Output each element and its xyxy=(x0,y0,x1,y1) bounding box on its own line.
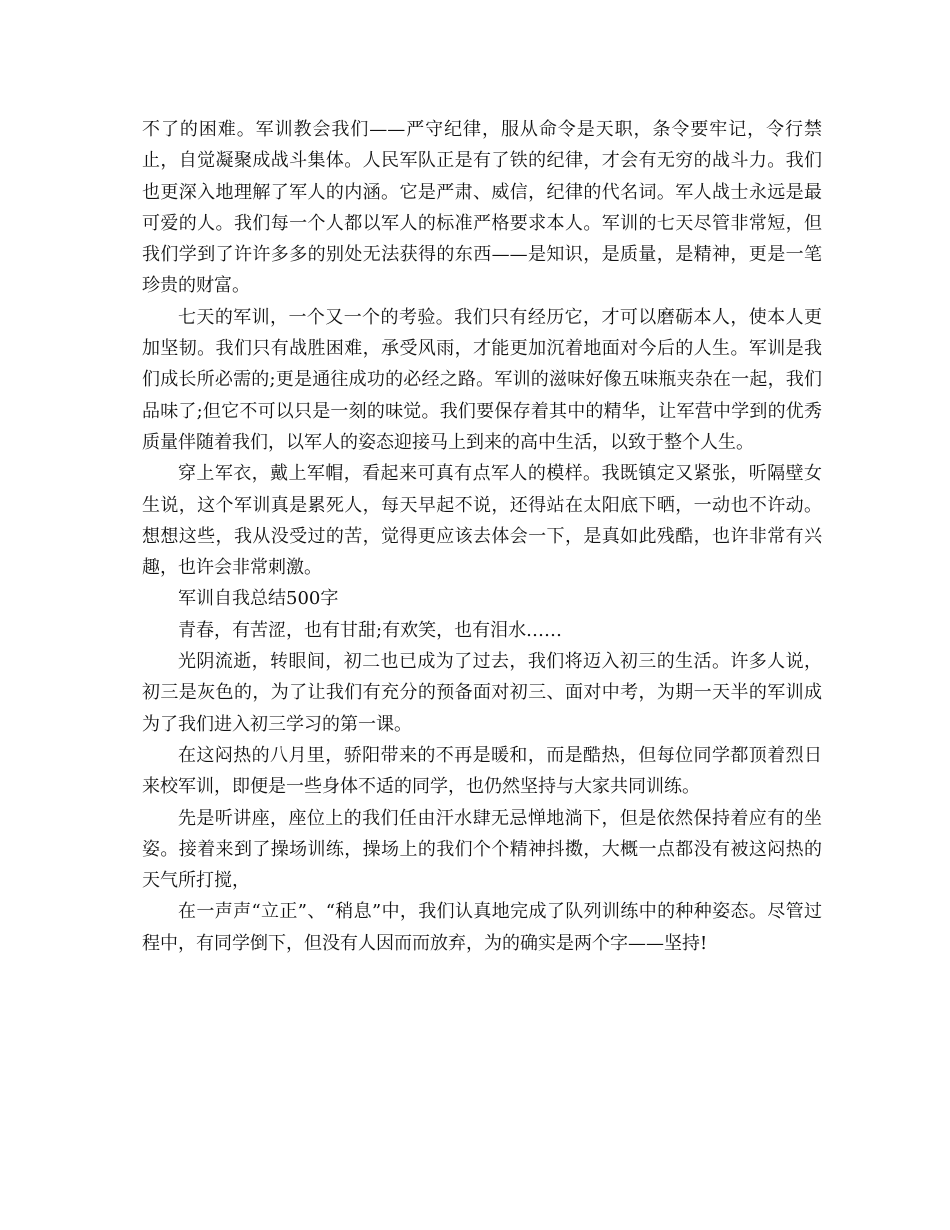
section-heading: 军训自我总结500字 xyxy=(178,588,339,610)
document-body xyxy=(142,114,822,959)
paragraph-7: 先是听讲座，座位上的我们任由汗水肆无忌惮地淌下，但是依然保持着应有的坐姿。接着来到了操场训练，操场上的我们个个精神抖擞，大概一点都没有被这闷热的天气所打搅， xyxy=(142,807,822,892)
paragraph-8: 在一声声“立正”、“稍息”中，我们认真地完成了队列训练中的种种姿态。尽管过程中，有同学倒下，但没有人因而而放弃，为的确实是两个字——坚持! xyxy=(142,901,822,954)
paragraph-5: 光阴流逝，转眼间，初二也已成为了过去，我们将迈入初三的生活。许多人说，初三是灰色的，为了让我们有充分的预备面对初三、面对中考，为期一天半的军训成为了我们进入初三学习的第一课。 xyxy=(142,651,822,735)
paragraph-2: 七天的军训，一个又一个的考验。我们只有经历它，才可以磨砺本人，使本人更加坚韧。我们只有战胜困难，承受风雨，才能更加沉着地面对今后的人生。军训是我们成长所必需的;更是通往成功的必经之路。军训的滋味好像五味瓶夹杂在一起，我们品味了;但它不可以只是一刻的味觉。我们要保存着其中的精华，让军营中学到的优秀质量伴随着我们，以军人的姿态迎接马上到来的高中生活，以致于整个人生。 xyxy=(142,306,822,453)
paragraph-1: 不了的困难。军训教会我们——严守纪律，服从命令是天职，条令要牢记，令行禁止，自觉凝聚成战斗集体。人民军队正是有了铁的纪律，才会有无穷的战斗力。我们也更深入地理解了军人的内涵。它是严肃、威信，纪律的代名词。军人战士永远是最可爱的人。我们每一个人都以军人的标准严格要求本人。军训的七天尽管非常短，但我们学到了许许多多的别处无法获得的东西——是知识，是质量，是精神，更是一笔珍贵的财富。 xyxy=(142,119,822,297)
paragraph-6: 在这闷热的八月里，骄阳带来的不再是暖和，而是酷热，但每位同学都顶着烈日来校军训，即便是一些身体不适的同学，也仍然坚持与大家共同训练。 xyxy=(142,744,822,798)
paragraph-3: 穿上军衣，戴上军帽，看起来可真有点军人的模样。我既镇定又紧张，听隔壁女生说，这个军训真是累死人，每天早起不说，还得站在太阳底下晒，一动也不许动。想想这些，我从没受过的苦，觉得更应该去体会一下，是真如此残酷，也许非常有兴趣，也许会非常刺激。 xyxy=(142,463,822,579)
paragraph-4: 青春，有苦涩，也有甘甜;有欢笑，也有泪水…… xyxy=(178,619,563,641)
